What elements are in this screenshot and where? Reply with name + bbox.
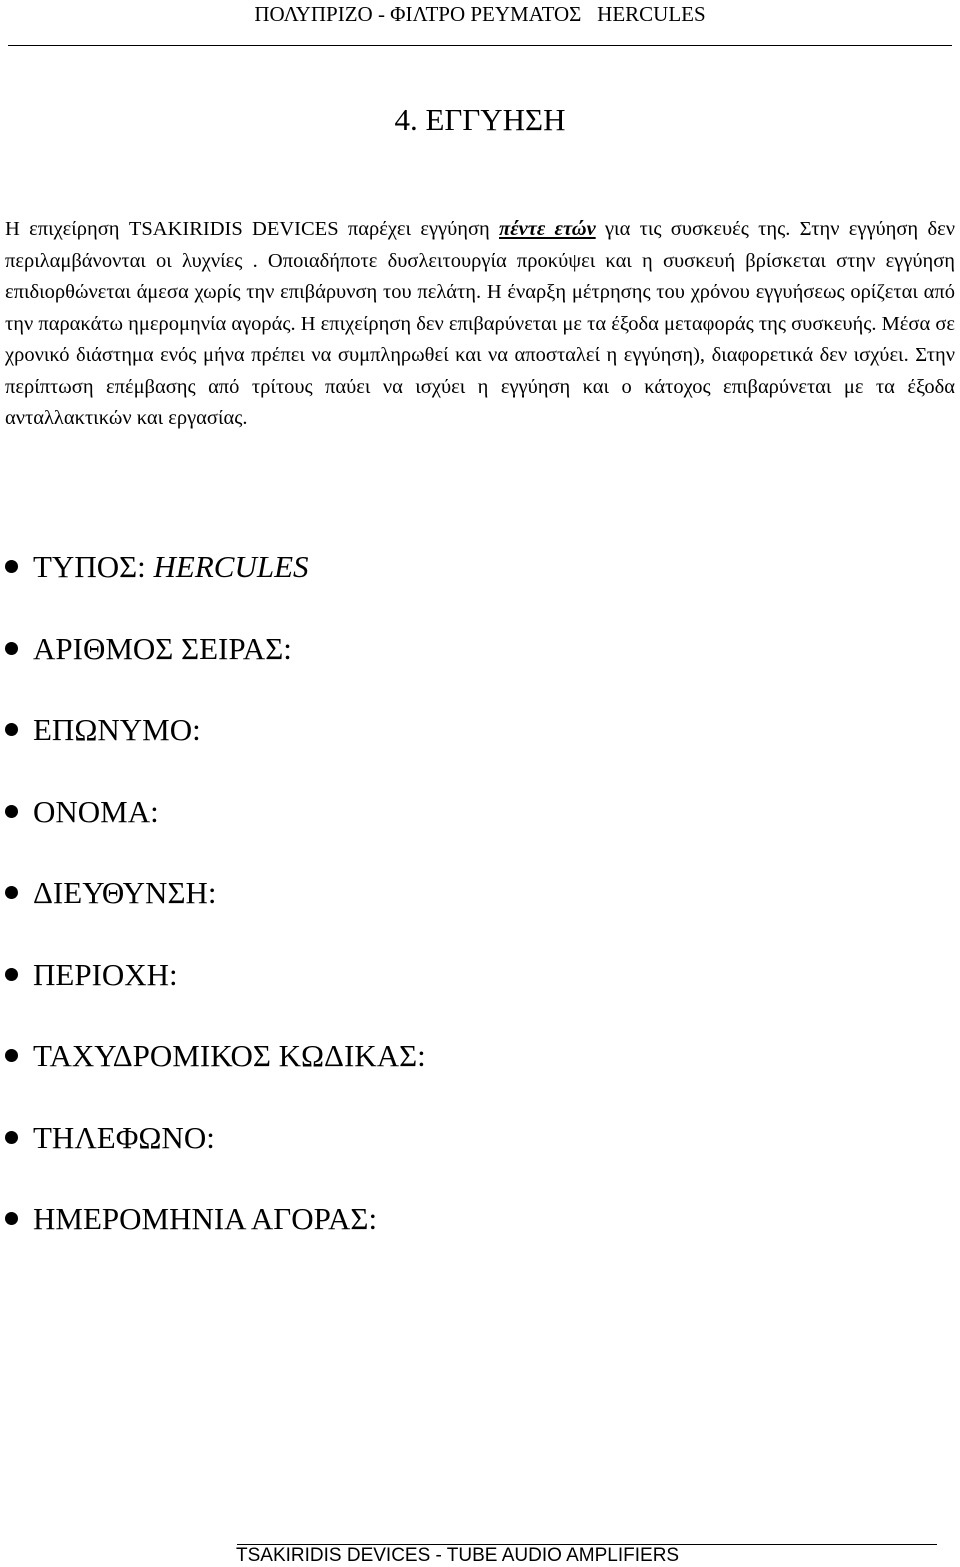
form-item-phone: [0, 1115, 960, 1197]
bullet-icon: [5, 886, 18, 899]
form-item-type: [0, 544, 960, 626]
form-item-name: [0, 789, 960, 871]
form-item-area: [0, 952, 960, 1034]
section-title: 4. ΕΓΓΥΗΣΗ: [394, 102, 566, 137]
form-item-address: [0, 870, 960, 952]
form-label-phone: ΤΗΛΕΦΩΝΟ:: [33, 1119, 215, 1155]
form-label-surname: ΕΠΩΝΥΜΟ:: [33, 712, 201, 747]
warranty-form-list: [0, 544, 960, 1278]
bullet-icon: [5, 1131, 18, 1144]
form-item-purchase-date: [0, 1196, 960, 1278]
form-label-address: ΔΙΕΥΘΥΝΣΗ:: [33, 875, 217, 910]
page-footer-text: TSAKIRIDIS DEVICES - TUBE AUDIO AMPLIFIERS: [236, 1545, 680, 1566]
bullet-icon: [5, 1049, 18, 1062]
form-item-serial: [0, 626, 960, 708]
form-item-surname: [0, 707, 960, 789]
form-label-postcode: ΤΑΧΥΔΡΟΜΙΚΟΣ ΚΩΔΙΚΑΣ:: [33, 1038, 426, 1073]
bullet-icon: [5, 1212, 18, 1225]
form-label-area: ΠΕΡΙΟΧΗ:: [33, 956, 178, 992]
bullet-icon: [5, 805, 18, 818]
header-divider: [8, 45, 952, 46]
form-label-serial: ΑΡΙΘΜΟΣ ΣΕΙΡΑΣ:: [33, 630, 292, 666]
bullet-icon: [5, 968, 18, 981]
bullet-icon: [5, 723, 18, 736]
bullet-icon: [5, 560, 18, 573]
warranty-paragraph: [5, 214, 955, 435]
form-label-name: ΟΝΟΜΑ:: [33, 793, 159, 829]
form-item-postcode: [0, 1033, 960, 1115]
form-label-type: ΤΥΠΟΣ:: [33, 549, 154, 584]
warranty-rest: για τις συσκευές της. Στην εγγύηση δεν περιλαμβάνονται οι λυχνίες . Οποιαδήποτε δυσλειτουργία προκύψει και η συσκευή βρίσκεται στην εγγύηση επιδιορθώνεται άμεσα χωρίς την επιβάρυνση του πελάτη. Η έναρξη μέτρησης του χρόνου εγγυήσεως ορίζεται από την παρακάτω ημερομηνία αγοράς. Η επιχείρηση δεν επιβαρύνεται με τα έξοδα μεταφοράς της συσκευής. Μέσα σε χρονικό διάστημα ενός μήνα πρέπει να συμπληρωθεί και να αποσταλεί η εγγύηση), διαφορετικά δεν ισχύει. Στην περίπτωση επέμβασης από τρίτους παύει να ισχύει η εγγύηση και ο κάτοχος επιβαρύνεται με τα έξοδα ανταλλακτικών και εργασίας.: [5, 218, 955, 429]
warranty-intro: Η επιχείρηση TSAKIRIDIS DEVICES παρέχει εγγύηση: [5, 218, 500, 240]
form-label-purchase-date: ΗΜΕΡΟΜΗΝΙΑ ΑΓΟΡΑΣ:: [33, 1201, 378, 1236]
page-header-title: ΠΟΛΥΠΡΙΖΟ - ΦΙΛΤΡΟ ΡΕΥΜΑΤΟΣ HERCULES: [254, 2, 706, 26]
warranty-duration-emphasis: πέντε ετών: [499, 218, 596, 240]
bullet-icon: [5, 642, 18, 655]
form-value-type: HERCULES: [153, 549, 309, 584]
